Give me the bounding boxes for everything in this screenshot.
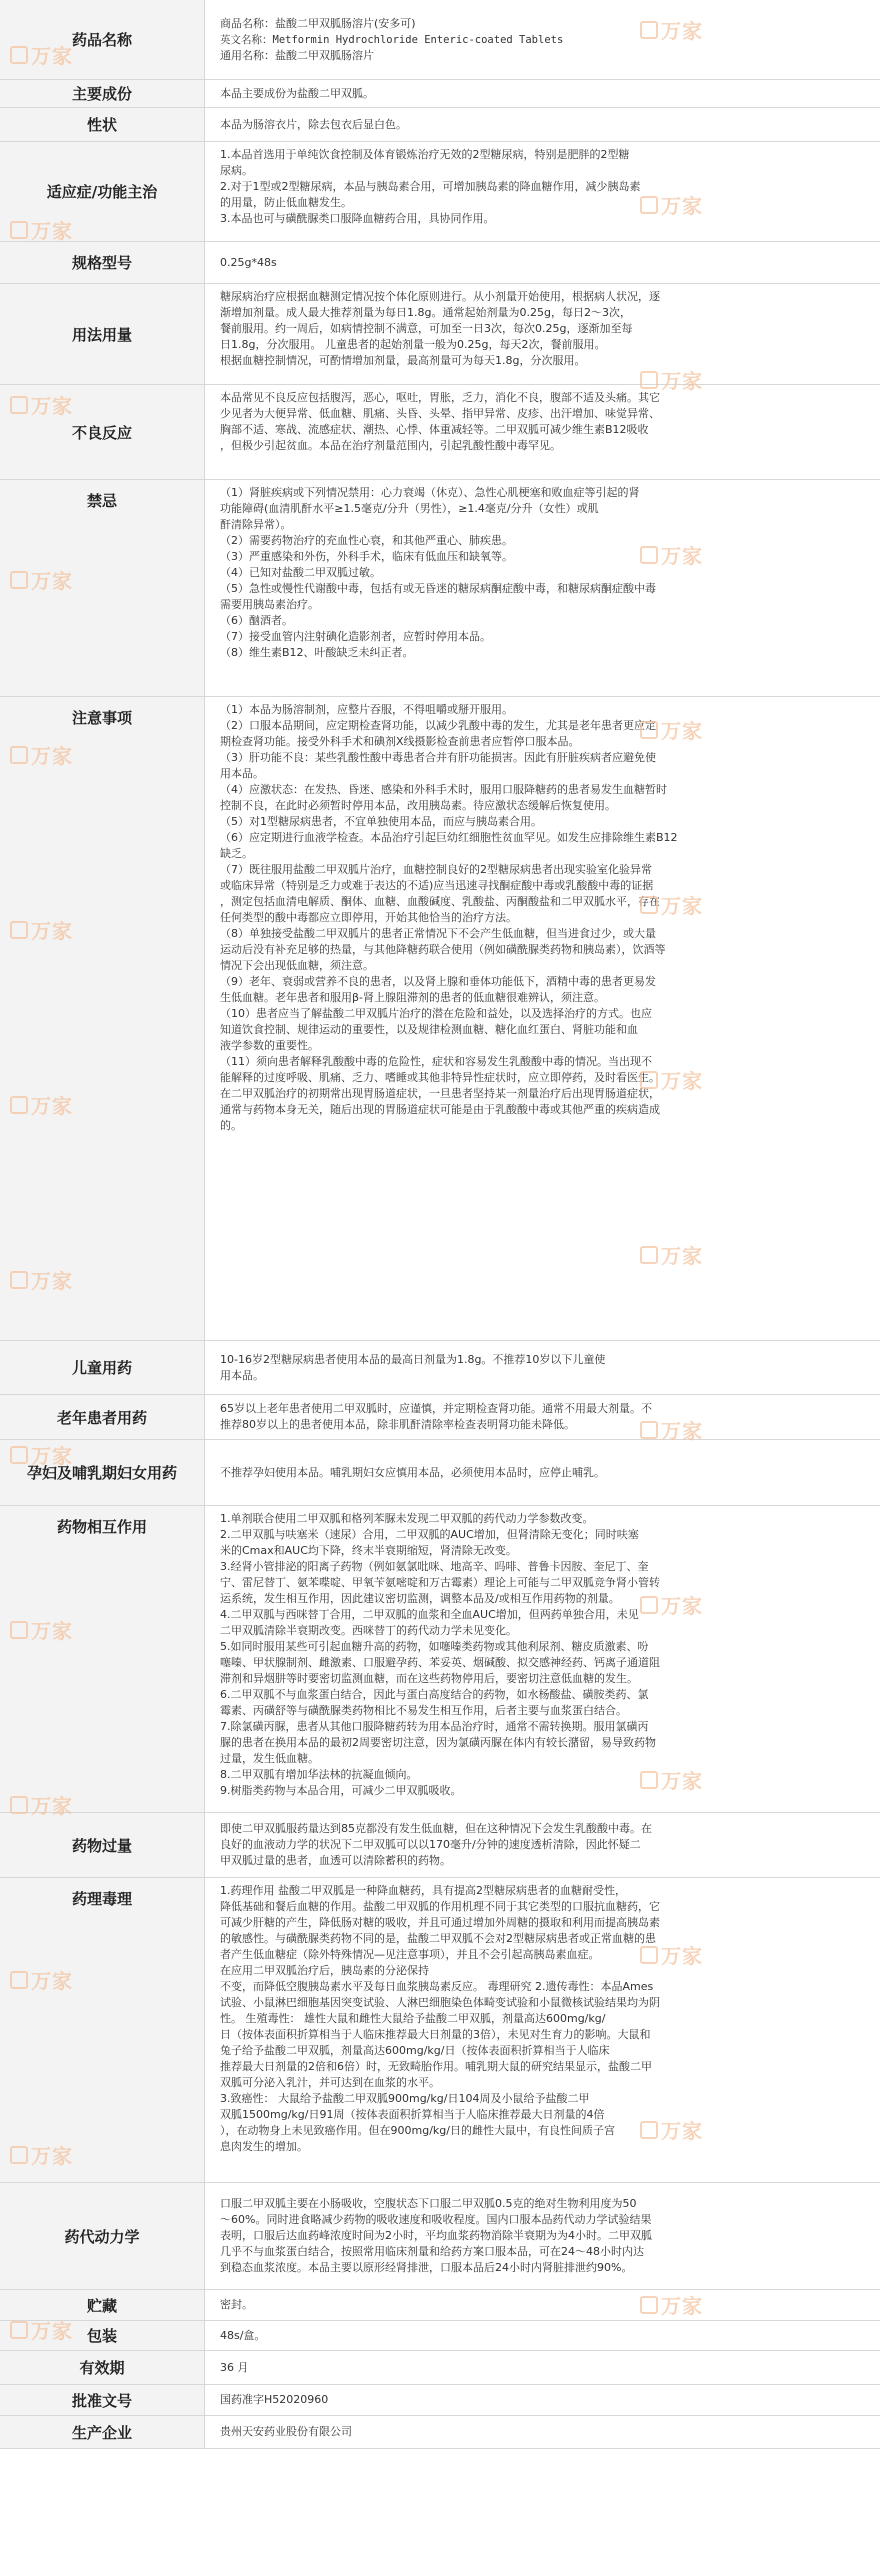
row-value xyxy=(206,2321,880,2350)
row-value xyxy=(206,2416,880,2448)
value-line: 甲双胍过量的患者，血透可以清除蓄积的药物。 xyxy=(220,1854,451,1867)
value-line: 用本品。 xyxy=(220,767,264,780)
value-line: 3.经肾小管排泌的阳离子药物（例如氨氯吡咪、地高辛、吗啡、普鲁卡因胺、奎尼丁、奎 xyxy=(220,1560,649,1573)
row-label: 老年患者用药 xyxy=(0,1395,205,1439)
value-line: 任何类型的酸中毒都应立即停用，开始其他恰当的治疗方法。 xyxy=(220,911,517,924)
value-line: （4）应激状态：在发热、昏迷、感染和外科手术时，服用口服降糖药的患者易发生血糖暂时 xyxy=(220,783,667,796)
value-line: 噻嗪、甲状腺制剂、雌激素、口服避孕药、苯妥英、烟碱酸、拟交感神经药、钙离子通道阻 xyxy=(220,1656,660,1669)
value-line: ，测定包括血清电解质、酮体、血糖、血酸碱度、乳酸盐、丙酮酸盐和二甲双胍水平，存在 xyxy=(220,895,660,908)
watermark-text: 万家 xyxy=(31,2319,73,2343)
value-line: （8）维生素B12、叶酸缺乏未纠正者。 xyxy=(220,646,414,659)
value-line: （6）酗酒者。 xyxy=(220,614,293,627)
value-line: （3）严重感染和外伤，外科手术，临床有低血压和缺氧等。 xyxy=(220,550,513,563)
value-line: 口服二甲双胍主要在小肠吸收，空腹状态下口服二甲双胍0.5克的绝对生物利用度为50 xyxy=(220,2197,637,2210)
value-line: 二甲双胍清除半衰期改变。西咪替丁的药代动力学未见变化。 xyxy=(220,1624,517,1637)
value-line: 根据血糖控制情况，可酌情增加剂量，最高剂量可为每天1.8g，分次服用。 xyxy=(220,354,586,367)
value-line: （9）老年、衰弱或营养不良的患者，以及肾上腺和垂体功能低下，酒精中毒的患者更易发 xyxy=(220,975,656,988)
spec-row xyxy=(0,1395,880,1440)
value-line: （3）肝功能不良：某些乳酸性酸中毒患者合并有肝功能损害。因此有肝脏疾病者应避免使 xyxy=(220,751,656,764)
value-line: 液学参数的重要性。 xyxy=(220,1039,319,1052)
value-line: 在二甲双胍治疗的初期常出现胃肠道症状，一旦患者坚持某一剂量治疗后出现胃肠道症状， xyxy=(220,1087,660,1100)
row-label: 药理毒理 xyxy=(0,1878,205,2182)
row-value xyxy=(206,1813,880,1877)
watermark-text: 万家 xyxy=(661,2119,703,2143)
row-value xyxy=(206,480,880,696)
row-value xyxy=(206,385,880,479)
watermark-text: 万家 xyxy=(661,1419,703,1443)
watermark-text: 万家 xyxy=(661,1244,703,1268)
value-line: 2.二甲双胍与呋塞米（速尿）合用，二甲双胍的AUC增加，但肾清除无变化；同时呋塞 xyxy=(220,1528,639,1541)
spec-row xyxy=(0,1341,880,1395)
value-line: （5）对1型糖尿病患者，不宜单独使用本品，而应与胰岛素合用。 xyxy=(220,815,542,828)
value-line: 滞剂和异烟肼等时要密切监测血糖，而在这些药物停用后，要密切注意低血糖的发生。 xyxy=(220,1672,638,1685)
value-line: 性。 生殖毒性： 雄性大鼠和雌性大鼠给予盐酸二甲双胍，剂量高达600mg/kg/ xyxy=(220,2012,606,2025)
row-label: 生产企业 xyxy=(0,2416,205,2448)
value-line: 糖尿病治疗应根据血糖测定情况按个体化原则进行。从小剂量开始使用，根据病人状况，逐 xyxy=(220,290,660,303)
spec-row xyxy=(0,108,880,142)
row-label: 孕妇及哺乳期妇女用药 xyxy=(0,1440,205,1505)
watermark-text: 万家 xyxy=(661,1944,703,1968)
row-value xyxy=(206,0,880,79)
watermark-text: 万家 xyxy=(661,894,703,918)
value-line: 情况下会出现低血糖，须注意。 xyxy=(220,959,374,972)
watermark-text: 万家 xyxy=(31,394,73,418)
value-line: （10）患者应当了解盐酸二甲双胍片治疗的潜在危险和益处，以及选择治疗的方式。也应 xyxy=(220,1007,652,1020)
value-line: 贵州天安药业股份有限公司 xyxy=(220,2425,352,2438)
value-line: （7）既往服用盐酸二甲双胍片治疗，血糖控制良好的2型糖尿病患者出现实验室化验异常 xyxy=(220,863,652,876)
row-value xyxy=(206,108,880,141)
value-line: ，但极少引起贫血。本品在治疗剂量范围内，引起乳酸性酸中毒罕见。 xyxy=(220,439,561,452)
watermark-text: 万家 xyxy=(31,744,73,768)
value-line: 本品常见不良反应包括腹泻，恶心，呕吐，胃胀，乏力，消化不良，腹部不适及头痛。其它 xyxy=(220,391,660,404)
row-label: 性状 xyxy=(0,108,205,141)
row-value xyxy=(206,242,880,283)
value-line: 运系统，发生相互作用，因此建议密切监测，调整本品及/或相互作用药物的剂量。 xyxy=(220,1592,620,1605)
value-line: 用本品。 xyxy=(220,1368,264,1382)
value-line: 功能障碍(血清肌酐水平≥1.5毫克/分升（男性），≥1.4毫克/分升（女性）或肌 xyxy=(220,502,599,515)
row-value xyxy=(206,1395,880,1439)
row-value xyxy=(206,284,880,384)
value-line: 本品为肠溶衣片，除去包衣后显白色。 xyxy=(220,117,407,131)
row-label: 药物过量 xyxy=(0,1813,205,1877)
value-line: （5）急性或慢性代谢酸中毒，包括有或无昏迷的糖尿病酮症酸中毒，和糖尿病酮症酸中毒 xyxy=(220,582,656,595)
value-line: 知道饮食控制、规律运动的重要性，以及规律检测血糖、糖化血红蛋白、肾脏功能和血 xyxy=(220,1023,638,1036)
spec-row xyxy=(0,2385,880,2416)
row-value xyxy=(206,1878,880,2182)
spec-row xyxy=(0,0,880,80)
value-line: 良好的血液动力学的状况下二甲双胍可以以170毫升/分钟的速度透析清除，因此怀疑二 xyxy=(220,1838,641,1851)
value-line: 在应用二甲双胍治疗后，胰岛素的分泌保持 xyxy=(220,1964,429,1977)
row-value xyxy=(206,1440,880,1505)
watermark-text: 万家 xyxy=(31,569,73,593)
value-line: 即使二甲双胍服药量达到85克都没有发生低血糖，但在这种情况下会发生乳酸酸中毒。在 xyxy=(220,1822,652,1835)
spec-row xyxy=(0,2290,880,2321)
row-value xyxy=(206,1341,880,1394)
value-line: ～60%。同时进食略减少药物的吸收速度和吸收程度。国内口服本品药代动力学试验结果 xyxy=(220,2213,652,2226)
row-value xyxy=(206,142,880,241)
watermark-text: 万家 xyxy=(31,1794,73,1818)
row-label: 不良反应 xyxy=(0,385,205,479)
row-label: 用法用量 xyxy=(0,284,205,384)
watermark-text: 万家 xyxy=(661,1069,703,1093)
value-line: 息肉发生的增加。 xyxy=(220,2140,308,2153)
value-line: 日（按体表面积折算相当于人临床推荐最大日剂量的3倍），未见对生育力的影响。大鼠和 xyxy=(220,2028,651,2041)
value-line: 36 月 xyxy=(220,2360,249,2374)
value-line: 3.致癌性： 大鼠给予盐酸二甲双胍900mg/kg/日104周及小鼠给予盐酸二甲 xyxy=(220,2092,590,2105)
value-line: 脲的患者在换用本品的最初2周要密切注意，因为氯磺丙脲在体内有较长潴留，易导致药物 xyxy=(220,1736,656,1749)
watermark-text: 万家 xyxy=(31,1619,73,1643)
row-value xyxy=(206,2351,880,2384)
spec-row xyxy=(0,385,880,480)
value-line: 不变，而降低空腹胰岛素水平及每日血浆胰岛素反应。 毒理研究 2.遗传毒性：本品Ames xyxy=(220,1980,654,1993)
row-label: 包装 xyxy=(0,2321,205,2350)
value-line: 到稳态血浆浓度。本品主要以原形经肾排泄，口服本品后24小时内肾脏排泄约90%。 xyxy=(220,2261,633,2274)
value-line: 者产生低血糖症（除外特殊情况—见注意事项），并且不会引起高胰岛素血症。 xyxy=(220,1948,600,1961)
value-line: 48s/盒。 xyxy=(220,2328,266,2342)
spec-row xyxy=(0,1878,880,2183)
value-line: 几乎不与血浆蛋白结合，按照常用临床剂量和给药方案口服本品，可在24～48小时内达 xyxy=(220,2245,644,2258)
watermark-text: 万家 xyxy=(31,1094,73,1118)
value-line: 酐清除异常）。 xyxy=(220,518,292,531)
watermark-text: 万家 xyxy=(661,1769,703,1793)
watermark-text: 万家 xyxy=(661,194,703,218)
value-line: 日1.8g，分次服用。 儿童患者的起始剂量一般为0.25g，每天2次，餐前服用。 xyxy=(220,338,606,351)
value-line: 推荐最大日剂量的2倍和6倍）时，无致畸胎作用。哺乳期大鼠的研究结果显示，盐酸二甲 xyxy=(220,2060,652,2073)
value-line: 65岁以上老年患者使用二甲双胍时，应谨慎，并定期检查肾功能。通常不用最大剂量。不 xyxy=(220,1402,652,1415)
row-label: 药物相互作用 xyxy=(0,1506,205,1812)
watermark-text: 万家 xyxy=(31,44,73,68)
spec-row xyxy=(0,1813,880,1878)
value-line: 不推荐孕妇使用本品。哺乳期妇女应慎用本品，必须使用本品时，应停止哺乳。 xyxy=(220,1465,605,1479)
watermark-text: 万家 xyxy=(661,719,703,743)
watermark-text: 万家 xyxy=(661,19,703,43)
value-line: 控制不良，在此时必须暂时停用本品，改用胰岛素。待应激状态缓解后恢复使用。 xyxy=(220,799,616,812)
watermark-text: 万家 xyxy=(31,1444,73,1468)
value-line: 可减少肝糖的产生，降低肠对糖的吸收，并且可通过增加外周糖的摄取和利用而提高胰岛素 xyxy=(220,1916,660,1929)
spec-row xyxy=(0,2321,880,2351)
value-line: 10-16岁2型糖尿病患者使用本品的最高日剂量为1.8g。不推荐10岁以下儿童使 xyxy=(220,1352,606,1366)
row-label: 批准文号 xyxy=(0,2385,205,2415)
value-line: 少见者为大便异常、低血糖、肌痛、头昏、头晕、指甲异常、皮疹、出汗增加、味觉异常、 xyxy=(220,407,660,420)
value-line: 国药准字H52020960 xyxy=(220,2393,329,2406)
value-line: （8）单独接受盐酸二甲双胍片的患者正常情况下不会产生低血糖，但当进食过少，或大量 xyxy=(220,927,656,940)
value-line: （4）已知对盐酸二甲双胍过敏。 xyxy=(220,566,381,579)
value-line: 的敏感性。与磺酰脲类药物不同的是，盐酸二甲双胍不会对2型糖尿病患者或正常血糖的患 xyxy=(220,1932,656,1945)
value-line: 7.除氯磺丙脲，患者从其他口服降糖药转为用本品治疗时，通常不需转换期。服用氯磺丙 xyxy=(220,1720,649,1733)
value-line: 或临床异常（特别是乏力或难于表达的不适)应当迅速寻找酮症酸中毒或乳酸酸中毒的证据 xyxy=(220,879,654,892)
value-line: 双胍1500mg/kg/日91周（按体表面积折算相当于人临床推荐最大日剂量的4倍 xyxy=(220,2108,605,2121)
value-line: （6）应定期进行血液学检查。本品治疗引起巨幼红细胞性贫血罕见。如发生应排除维生素B12 xyxy=(220,831,678,844)
value-line: 米的Cmax和AUC均下降，终末半衰期缩短，肾清除无改变。 xyxy=(220,1544,517,1557)
value-line: （2）需要药物治疗的充血性心衰，和其他严重心、肺疾患。 xyxy=(220,534,513,547)
row-label: 主要成份 xyxy=(0,80,205,107)
watermark-text: 万家 xyxy=(31,1269,73,1293)
value-line: 9.树脂类药物与本品合用，可减少二甲双胍吸收。 xyxy=(220,1784,462,1797)
value-line: （2）口服本品期间，应定期检查肾功能，以减少乳酸中毒的发生，尤其是老年患者更应定 xyxy=(220,719,656,732)
watermark-text: 万家 xyxy=(661,1594,703,1618)
watermark-text: 万家 xyxy=(31,219,73,243)
row-label: 规格型号 xyxy=(0,242,205,283)
value-line: 渐增加剂量。成人最大推荐剂量为每日1.8g。通常起始剂量为0.25g，每日2～3次， xyxy=(220,306,631,319)
value-line: 1.单剂联合使用二甲双胍和格列苯脲未发现二甲双胍的药代动力学参数改变。 xyxy=(220,1512,594,1525)
row-label: 注意事项 xyxy=(0,697,205,1340)
row-label: 贮藏 xyxy=(0,2290,205,2320)
spec-row xyxy=(0,1506,880,1813)
value-line: 1.药理作用 盐酸二甲双胍是一种降血糖药，具有提高2型糖尿病患者的血糖耐受性， xyxy=(220,1884,626,1897)
value-line: 的。 xyxy=(220,1119,242,1132)
row-label: 药代动力学 xyxy=(0,2183,205,2289)
watermark-text: 万家 xyxy=(661,2294,703,2318)
value-line: （7）接受血管内注射碘化造影剂者，应暂时停用本品。 xyxy=(220,630,491,643)
spec-row xyxy=(0,2351,880,2385)
value-line: 商品名称：盐酸二甲双胍肠溶片(安多可) xyxy=(220,16,416,30)
value-line: 试验、小鼠淋巴细胞基因突变试验、人淋巴细胞染色体畸变试验和小鼠微核试验结果均为阴 xyxy=(220,1996,660,2009)
value-line: 密封。 xyxy=(220,2298,253,2311)
value-line: 0.25g*48s xyxy=(220,255,277,269)
value-line: 英文名称：Metformin Hydrochloride Enteric-coated Tablets xyxy=(220,33,564,46)
value-line: 兔子给予盐酸二甲双胍，剂量高达600mg/kg/日（按体表面积折算相当于人临床 xyxy=(220,2044,610,2057)
value-line: 的用量，防止低血糖发生。 xyxy=(220,196,352,209)
watermark-text: 万家 xyxy=(31,1969,73,1993)
value-line: （1）肾脏疾病或下列情况禁用：心力衰竭（休克）、急性心肌梗塞和败血症等引起的肾 xyxy=(220,486,640,499)
value-line: 期检查肾功能。接受外科手术和碘剂X线摄影检查前患者应暂停口服本品。 xyxy=(220,735,580,748)
value-line: 5.如同时服用某些可引起血糖升高的药物，如噻嗪类药物或其他利尿剂、糖皮质激素、吩 xyxy=(220,1640,649,1653)
value-line: 运动后没有补充足够的热量，与其他降糖药联合使用（例如磺酰脲类药物和胰岛素），饮酒等 xyxy=(220,943,666,956)
value-line: 1.本品首选用于单纯饮食控制及体育锻炼治疗无效的2型糖尿病，特别是肥胖的2型糖 xyxy=(220,148,630,161)
spec-row xyxy=(0,142,880,242)
row-value xyxy=(206,80,880,107)
value-line: 过量，发生低血糖。 xyxy=(220,1752,319,1765)
value-line: 双胍可分泌入乳汁，并可达到在血浆的水平。 xyxy=(220,2076,440,2089)
value-line: 2.对于1型或2型糖尿病，本品与胰岛素合用，可增加胰岛素的降血糖作用，减少胰岛素 xyxy=(220,180,641,193)
value-line: 能解释的过度呼吸、肌痛、乏力、嗜睡或其他非特异性症状时，应立即停药，及时看医生。 xyxy=(220,1071,660,1084)
row-value xyxy=(206,2385,880,2415)
value-line: 生低血糖。老年患者和服用β-肾上腺阻滞剂的患者的低血糖很难辨认，须注意。 xyxy=(220,991,605,1004)
spec-row xyxy=(0,284,880,385)
value-line: （1）本品为肠溶制剂，应整片吞服，不得咀嚼或掰开服用。 xyxy=(220,703,513,716)
value-line: 尿病。 xyxy=(220,164,253,177)
row-label: 适应症/功能主治 xyxy=(0,142,205,241)
row-value xyxy=(206,697,880,1340)
row-label: 有效期 xyxy=(0,2351,205,2384)
row-label: 药品名称 xyxy=(0,0,205,79)
value-line: 霉素、丙磺舒等与磺酰脲类药物相比不易发生相互作用，后者主要与血浆蛋白结合。 xyxy=(220,1704,627,1717)
spec-row xyxy=(0,242,880,284)
value-line: 宁、雷尼替丁、氨苯喋啶、甲氧苄氨嘧啶和万古霉素）理论上可能与二甲双胍竞争肾小管转 xyxy=(220,1576,660,1589)
spec-row xyxy=(0,1440,880,1506)
row-value xyxy=(206,1506,880,1812)
value-line: 通用名称：盐酸二甲双胍肠溶片 xyxy=(220,48,374,62)
value-line: 8.二甲双胍有增加华法林的抗凝血倾向。 xyxy=(220,1768,418,1781)
row-label: 儿童用药 xyxy=(0,1341,205,1394)
row-label: 禁忌 xyxy=(0,480,205,696)
value-line: 6.二甲双胍不与血浆蛋白结合，因此与蛋白高度结合的药物，如水杨酸盐、磺胺类药、氯 xyxy=(220,1688,649,1701)
value-line: 4.二甲双胍与西咪替丁合用，二甲双胍的血浆和全血AUC增加，但两药单独合用，未见 xyxy=(220,1608,639,1621)
value-line: 餐前服用。约一周后，如病情控制不满意，可加至一日3次，每次0.25g，逐渐加至每 xyxy=(220,322,633,335)
spec-row xyxy=(0,697,880,1341)
value-line: ），在动物身上未见致癌作用。但在900mg/kg/日的雌性大鼠中，有良性间质子宫 xyxy=(220,2124,615,2137)
row-value xyxy=(206,2183,880,2289)
value-line: 表明，口服后达血药峰浓度时间为2小时，平均血浆药物消除半衰期为为4小时。二甲双胍 xyxy=(220,2229,652,2242)
spec-row xyxy=(0,2183,880,2290)
value-line: 需要用胰岛素治疗。 xyxy=(220,598,319,611)
value-line: 推荐80岁以上的患者使用本品，除非肌酐清除率检查表明肾功能未降低。 xyxy=(220,1418,575,1431)
row-value xyxy=(206,2290,880,2320)
value-line: 胸部不适、寒战、流感症状、潮热、心悸、体重减轻等。二甲双胍可减少维生素B12吸收 xyxy=(220,423,649,436)
value-line: 3.本品也可与磺酰脲类口服降血糖药合用，具协同作用。 xyxy=(220,212,495,225)
watermark-text: 万家 xyxy=(31,919,73,943)
spec-row xyxy=(0,480,880,697)
spec-row xyxy=(0,80,880,108)
value-line: 本品主要成份为盐酸二甲双胍。 xyxy=(220,86,374,100)
value-line: 缺乏。 xyxy=(220,847,253,860)
watermark-text: 万家 xyxy=(661,369,703,393)
watermark-text: 万家 xyxy=(31,2144,73,2168)
value-line: 降低基础和餐后血糖的作用。盐酸二甲双胍的作用机理不同于其它类型的口服抗血糖药，它 xyxy=(220,1900,660,1913)
value-line: （11）须向患者解释乳酸酸中毒的危险性，症状和容易发生乳酸酸中毒的情况。当出现不 xyxy=(220,1055,652,1068)
spec-row xyxy=(0,2416,880,2449)
value-line: 通常与药物本身无关，随后出现的胃肠道症状可能是由于乳酸酸中毒或其他严重的疾病造成 xyxy=(220,1103,660,1116)
watermark-text: 万家 xyxy=(661,544,703,568)
